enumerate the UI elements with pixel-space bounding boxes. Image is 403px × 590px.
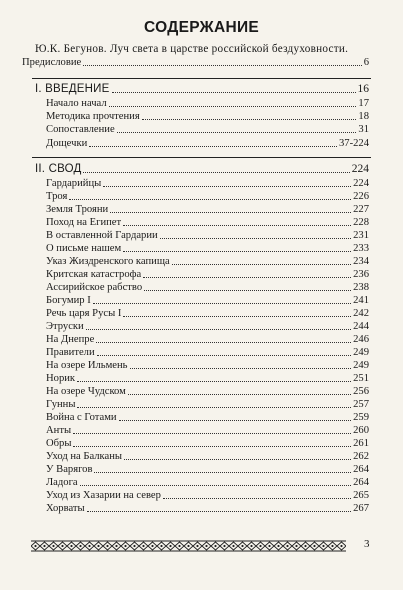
entry-page: 265 [353, 490, 369, 501]
toc-entry [46, 437, 369, 450]
leader-dots [83, 65, 361, 66]
entry-title: Ладога [46, 477, 78, 488]
entry-title: Богумир I [46, 295, 91, 306]
author-line: Ю.К. Бегунов. Луч света в царстве российской бездуховности. [35, 43, 349, 55]
entry-title: Троя [46, 191, 68, 202]
entry-page: 251 [353, 373, 369, 384]
leader-dots [110, 212, 351, 213]
entry-title: Сопоставление [46, 124, 115, 136]
decorative-border-ornament-icon [31, 540, 346, 552]
toc-entry [46, 294, 369, 307]
leader-dots [112, 92, 356, 93]
leader-dots [94, 472, 351, 473]
leader-dots [93, 303, 351, 304]
page-number: 3 [364, 538, 370, 550]
toc-entry [46, 411, 369, 424]
entry-title: Гардарийцы [46, 178, 102, 189]
toc-entry [46, 177, 369, 190]
entry-page: 264 [353, 464, 369, 475]
entry-page: 259 [353, 412, 369, 423]
entry-title: Правители [46, 347, 95, 358]
leader-dots [119, 420, 352, 421]
entry-page: 228 [353, 217, 369, 228]
entry-page: 264 [353, 477, 369, 488]
toc-section-heading [35, 83, 369, 96]
entry-title: Указ Жиздренского капища [46, 256, 170, 267]
entry-page: 249 [353, 347, 369, 358]
toc-entry [46, 346, 369, 359]
toc-entry [46, 281, 369, 294]
entry-page: 234 [353, 256, 369, 267]
entry-page: 236 [353, 269, 369, 280]
toc-entry [46, 190, 369, 203]
entry-page: 261 [353, 438, 369, 449]
leader-dots [73, 433, 351, 434]
entry-page: 267 [353, 503, 369, 514]
entry-page: 231 [353, 230, 369, 241]
leader-dots [117, 132, 357, 133]
leader-dots [163, 498, 351, 499]
divider [32, 78, 371, 79]
entry-title: У Варягов [46, 464, 93, 475]
leader-dots [128, 394, 351, 395]
toc-entry [46, 385, 369, 398]
entry-title: Хорваты [46, 503, 85, 514]
entry-title: Анты [46, 425, 72, 436]
toc-entry [46, 216, 369, 229]
entry-title: Дощечки [46, 137, 88, 149]
leader-dots [77, 407, 351, 408]
entry-page: 246 [353, 334, 369, 345]
entry-title: Методика прочтения [46, 111, 140, 123]
section-title: I. ВВЕДЕНИЕ [35, 83, 110, 95]
entry-title: Земля Трояни [46, 204, 109, 215]
toc-entry [46, 476, 369, 489]
leader-dots [142, 119, 357, 120]
entry-page: 238 [353, 282, 369, 293]
entry-page: 226 [353, 191, 369, 202]
entry-page: 257 [353, 399, 369, 410]
toc-entry [46, 398, 369, 411]
entry-title: Уход на Балканы [46, 451, 123, 462]
leader-dots [97, 355, 352, 356]
leader-dots [69, 199, 351, 200]
toc-entry-preface [22, 56, 369, 69]
entry-title: Гунны [46, 399, 76, 410]
leader-dots [86, 329, 351, 330]
entry-title: Предисловие [22, 57, 82, 68]
entry-page: 242 [353, 308, 369, 319]
entry-title: Этруски [46, 321, 84, 332]
entry-title: На озере Ильмень [46, 360, 128, 371]
entry-page: 260 [353, 425, 369, 436]
entry-page: 17 [358, 98, 369, 109]
leader-dots [123, 316, 351, 317]
entry-title: Начало начал [46, 98, 107, 109]
entry-title: Уход из Хазарии на север [46, 490, 161, 501]
toc-entry [46, 463, 369, 476]
leader-dots [83, 172, 349, 173]
entry-page: 224 [353, 178, 369, 189]
leader-dots [123, 251, 351, 252]
toc-entry [46, 203, 369, 216]
entry-page: 249 [353, 360, 369, 371]
leader-dots [160, 238, 351, 239]
entry-title: Обры [46, 438, 72, 449]
leader-dots [80, 485, 351, 486]
entry-page: 244 [353, 321, 369, 332]
divider [32, 157, 371, 158]
entry-page: 37-224 [338, 137, 369, 149]
entry-title: Речь царя Русы I [46, 308, 122, 319]
leader-dots [103, 186, 351, 187]
entry-page: 233 [353, 243, 369, 254]
entry-title: Война с Готами [46, 412, 117, 423]
leader-dots [109, 106, 357, 107]
toc-entry [46, 123, 369, 136]
toc-entry [46, 255, 369, 268]
leader-dots [73, 446, 351, 447]
toc-entry [46, 489, 369, 502]
toc-entry [46, 372, 369, 385]
leader-dots [123, 225, 351, 226]
entry-title: Норик [46, 373, 76, 384]
entry-title: Критская катастрофа [46, 269, 142, 280]
entry-page: 6 [363, 57, 369, 68]
leader-dots [143, 277, 351, 278]
toc-entry [46, 320, 369, 333]
page-title: СОДЕРЖАНИЕ [143, 19, 260, 36]
leader-dots [89, 146, 337, 147]
entry-page: 241 [353, 295, 369, 306]
section-page: 16 [357, 83, 369, 95]
entry-title: В оставленной Гардарии [46, 230, 158, 241]
entry-title: На Днепре [46, 334, 95, 345]
leader-dots [130, 368, 352, 369]
toc-entry [46, 450, 369, 463]
leader-dots [77, 381, 351, 382]
section-page: 224 [351, 163, 369, 175]
entry-page: 18 [358, 111, 369, 123]
toc-entry [46, 307, 369, 320]
toc-entry [46, 137, 369, 150]
toc-entry [46, 110, 369, 123]
toc-entry [46, 424, 369, 437]
entry-page: 262 [353, 451, 369, 462]
leader-dots [124, 459, 351, 460]
leader-dots [144, 290, 351, 291]
entry-page: 227 [353, 204, 369, 215]
toc-section-heading [35, 163, 369, 176]
entry-title: О письме нашем [46, 243, 122, 254]
entry-title: Ассирийское рабство [46, 282, 143, 293]
leader-dots [172, 264, 351, 265]
entry-title: Поход на Египет [46, 217, 122, 228]
entry-page: 256 [353, 386, 369, 397]
toc-entry [46, 359, 369, 372]
entry-title: На озере Чудском [46, 386, 126, 397]
toc-entry [46, 502, 369, 515]
section-title: II. СВОД [35, 163, 82, 175]
entry-page: 31 [358, 124, 369, 136]
toc-entry [46, 97, 369, 110]
toc-entry [46, 268, 369, 281]
toc-entry [46, 333, 369, 346]
leader-dots [87, 511, 351, 512]
toc-entry [46, 229, 369, 242]
toc-entry [46, 242, 369, 255]
leader-dots [96, 342, 351, 343]
